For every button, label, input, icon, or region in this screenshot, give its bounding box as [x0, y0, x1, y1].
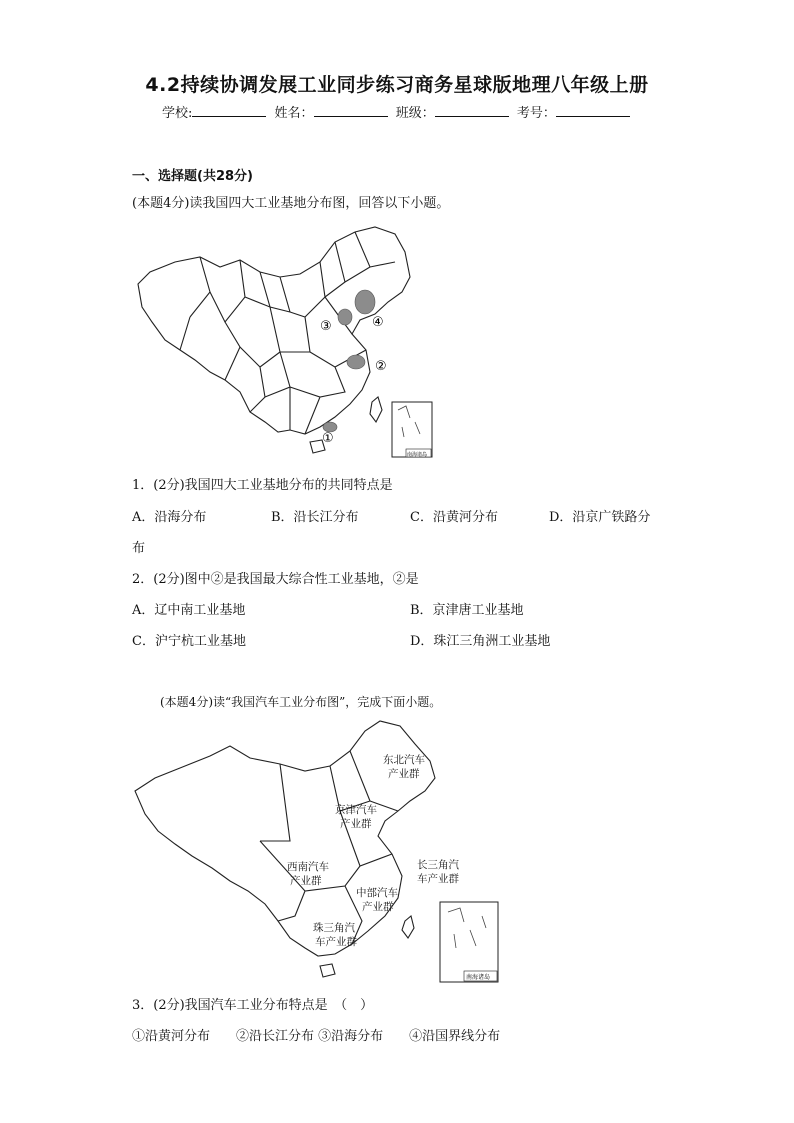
q1-stem: 1．(2分)我国四大工业基地分布的共同特点是	[132, 478, 393, 493]
inset-label-2: 南海诸岛	[466, 974, 491, 981]
base-3-shading	[338, 309, 352, 325]
q2-option-b[interactable]: B．京津唐工业基地	[410, 603, 524, 618]
map-label-2: ②	[375, 359, 387, 374]
map-label-4: ④	[372, 315, 384, 330]
pearl-label-1: 珠三角汽	[313, 922, 355, 934]
page-title: 4.2持续协调发展工业同步练习商务星球版地理八年级上册	[145, 74, 649, 96]
school-label: 学校:	[162, 106, 193, 121]
southwest-label-2: 产业群	[290, 875, 322, 887]
jingjin-label-1: 京津汽车	[335, 804, 377, 816]
section-heading: 一、选择题(共28分)	[132, 169, 253, 184]
q2-option-c[interactable]: C．沪宁杭工业基地	[132, 634, 246, 649]
q2-option-a[interactable]: A．辽中南工业基地	[132, 603, 246, 618]
exam-no-label: 考号：	[516, 106, 556, 121]
region-lines-2	[260, 751, 398, 944]
southwest-label-1: 西南汽车	[287, 861, 329, 873]
taiwan-island	[370, 397, 382, 422]
central-label-2: 产业群	[362, 901, 394, 913]
base-2-shading	[347, 355, 365, 369]
province-lines	[180, 232, 395, 434]
q3-options[interactable]: ①沿黄河分布 ②沿长江分布 ③沿海分布 ④沿国界线分布	[132, 1029, 501, 1044]
exam-no-blank[interactable]	[556, 104, 630, 117]
q3-stem: 3．(2分)我国汽车工业分布特点是 （ ）	[132, 998, 374, 1013]
q1-option-b[interactable]: B．沿长江分布	[271, 510, 359, 525]
group2-intro: (本题4分)读“我国汽车工业分布图”，完成下面小题。	[160, 695, 442, 709]
industrial-base-map	[130, 222, 440, 462]
q1-option-c[interactable]: C．沿黄河分布	[410, 510, 498, 525]
map-label-1: ①	[322, 431, 334, 446]
group1-intro: (本题4分)读我国四大工业基地分布图，回答以下小题。	[132, 196, 450, 211]
inset-label-1: 南海诸岛	[407, 452, 428, 458]
q1-option-d[interactable]: D．沿京广铁路分	[549, 510, 651, 525]
northeast-label-1: 东北汽车	[383, 754, 425, 766]
jingjin-label-2: 产业群	[340, 818, 372, 830]
student-info-line	[162, 102, 634, 121]
yangtze-label-2: 车产业群	[417, 873, 459, 885]
hainan-island-2	[320, 964, 335, 977]
china-outline	[138, 227, 410, 434]
pearl-label-2: 车产业群	[315, 936, 357, 948]
q1-option-a[interactable]: A．沿海分布	[132, 510, 207, 525]
map-label-3: ③	[320, 319, 332, 334]
q2-stem: 2．(2分)图中②是我国最大综合性工业基地，②是	[132, 572, 419, 587]
name-label: 姓名：	[274, 106, 314, 121]
name-blank[interactable]	[314, 104, 388, 117]
auto-industry-map	[130, 716, 510, 986]
central-label-1: 中部汽车	[356, 887, 398, 899]
q2-option-d[interactable]: D．珠江三角洲工业基地	[410, 634, 551, 649]
south-sea-inset	[392, 402, 432, 458]
q1-option-d-cont: 布	[132, 541, 146, 556]
class-blank[interactable]	[435, 104, 509, 117]
class-label: 班级：	[395, 106, 435, 121]
yangtze-label-1: 长三角汽	[417, 859, 459, 871]
south-sea-inset-2	[440, 902, 498, 982]
base-4-shading	[355, 290, 375, 314]
northeast-label-2: 产业群	[388, 768, 420, 780]
school-blank[interactable]	[192, 104, 266, 117]
taiwan-island-2	[402, 916, 414, 938]
